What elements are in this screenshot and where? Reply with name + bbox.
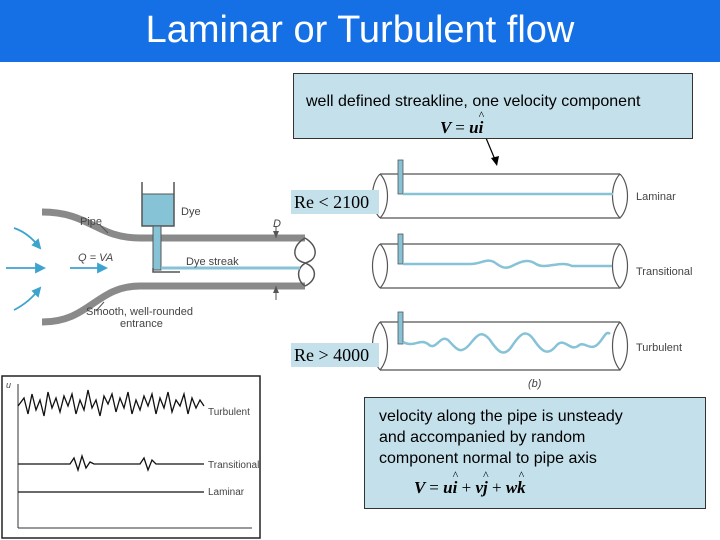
transitional-streak-label: Transitional [636, 266, 693, 278]
entrance-label-line2: entrance [120, 318, 163, 330]
eq2-j-hat: ^ j [483, 478, 488, 498]
eq-i-hat: ^ i [479, 118, 484, 138]
reynolds-low-label: Re < 2100 [291, 190, 379, 214]
laminar-velocity-equation [440, 118, 483, 138]
eq2-i-hat: ^ i [453, 478, 458, 498]
turbulent-streak-label: Turbulent [636, 342, 683, 354]
transitional-pipe [373, 234, 628, 288]
turbulent-callout-text [379, 406, 623, 469]
eq2-u: u [443, 478, 453, 497]
eq2-v: V [414, 478, 426, 497]
laminar-callout-text: well defined streakline, one velocity component [306, 93, 641, 110]
pipe-cut-end [295, 238, 315, 286]
eq2-v-lower: v [475, 478, 483, 497]
dye-reservoir [142, 194, 174, 226]
eq2-plus2: + [491, 478, 502, 497]
plot-transitional-label: Transitional [208, 460, 260, 471]
plot-laminar-label: Laminar [208, 487, 245, 498]
eq-v: V [440, 118, 452, 137]
eq-equals: = [455, 118, 465, 137]
turbulent-callout-line2: and accompanied by random [379, 429, 586, 446]
eq2-w: w [505, 478, 518, 497]
velocity-signal-plot [2, 376, 260, 538]
turbulent-callout-line1: velocity along the pipe is unsteady [379, 408, 623, 425]
eq2-k-hat: ^ k [517, 478, 526, 498]
entrance-label-line1: Smooth, well-rounded [86, 306, 194, 318]
dye-streak-label: Dye streak [186, 256, 239, 268]
dye-label: Dye [181, 206, 201, 218]
eq2-equals: = [429, 478, 439, 497]
dye-tube [153, 226, 161, 270]
reynolds-high-label: Re > 4000 [291, 343, 379, 367]
pipe-apparatus [6, 182, 315, 322]
eq-u: u [469, 118, 479, 137]
laminar-callout [293, 73, 693, 139]
eq2-plus1: + [461, 478, 472, 497]
pipe-label: Pipe [80, 216, 103, 228]
laminar-pipe [373, 160, 628, 218]
diameter-label: D [273, 218, 281, 230]
plot-y-label: u [6, 380, 12, 390]
slide-title: Laminar or Turbulent flow [145, 9, 575, 51]
streak-pipes [373, 160, 628, 370]
turbulent-pipe [373, 312, 628, 370]
laminar-streak-label: Laminar [636, 191, 676, 203]
turbulent-velocity-equation [414, 478, 526, 498]
figure-tag: (b) [528, 378, 542, 390]
inflow-arrows [6, 228, 106, 310]
plot-turbulent-label: Turbulent [208, 407, 250, 418]
flow-rate-label: Q = VA [78, 252, 114, 264]
turbulent-callout-line3: component normal to pipe axis [379, 450, 597, 467]
